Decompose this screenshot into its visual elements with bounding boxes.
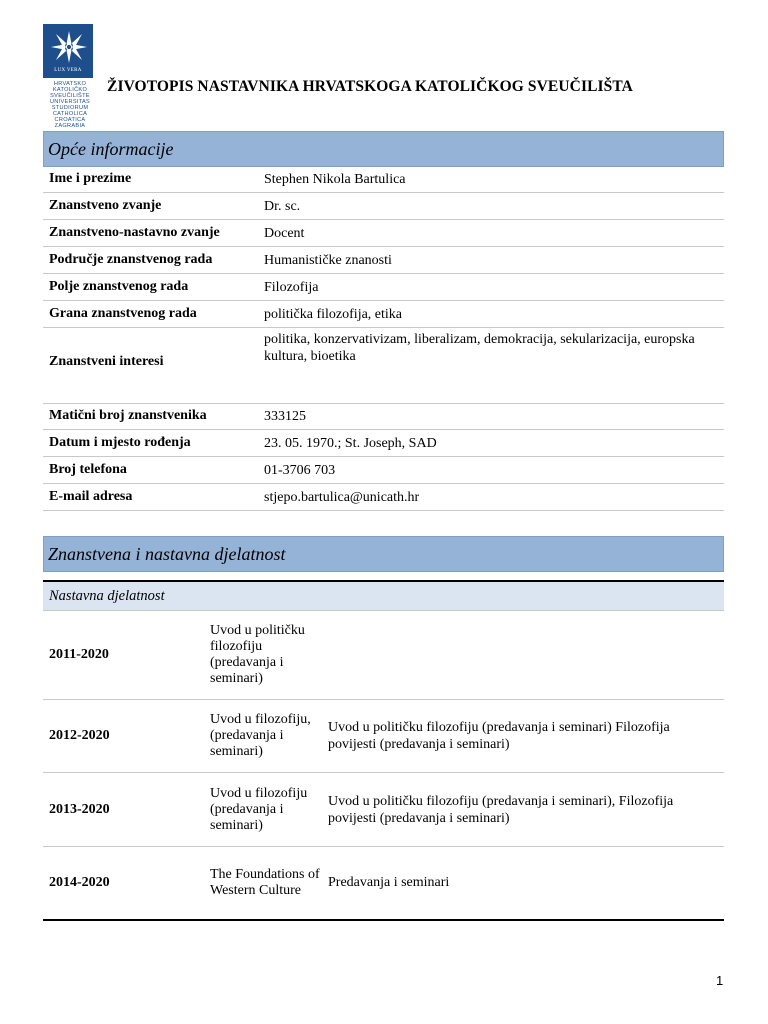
- course-cell: The Foundations of Western Culture: [210, 847, 322, 920]
- info-label: Znanstveno-nastavno zvanje: [49, 225, 220, 240]
- page-number: 1: [716, 973, 724, 988]
- info-value: Dr. sc.: [264, 199, 301, 214]
- info-label: Ime i prezime: [49, 171, 132, 186]
- info-label: Polje znanstvenog rada: [49, 279, 189, 294]
- info-row: [43, 193, 724, 220]
- course-cell: Uvod u političku filozofiju (predavanja i seminari): [210, 611, 322, 700]
- info-value: Stephen Nikola Bartulica: [264, 172, 406, 187]
- description-cell: Predavanja i seminari: [322, 847, 724, 920]
- info-row: [43, 247, 724, 274]
- info-label: Znanstveni interesi: [49, 354, 164, 369]
- course-cell: Uvod u filozofiju (predavanja i seminari): [210, 773, 322, 847]
- info-row: [43, 167, 724, 193]
- info-row: [43, 404, 724, 430]
- section-header-general: Opće informacije: [43, 131, 724, 167]
- university-logo: [43, 24, 97, 129]
- table-subheader: [43, 581, 724, 611]
- document-title: ŽIVOTOPIS NASTAVNIKA HRVATSKOGA KATOLIČKOG SVEUČILIŠTA: [107, 78, 633, 95]
- info-label: E-mail adresa: [49, 489, 133, 504]
- logo-motto: LUX VERA: [54, 68, 82, 73]
- info-label: Znanstveno zvanje: [49, 198, 162, 213]
- info-value: Docent: [264, 226, 305, 241]
- years-cell: 2011-2020: [43, 611, 210, 700]
- info-label: Grana znanstvenog rada: [49, 306, 197, 321]
- logo-line: CATHOLICA: [52, 111, 88, 117]
- info-row: [43, 484, 724, 511]
- info-value: stjepo.bartulica@unicath.hr: [264, 490, 420, 505]
- description-cell: Uvod u političku filozofiju (predavanja i seminari) Filozofija povijesti (predavanja i seminari): [322, 700, 724, 773]
- years-cell: 2014-2020: [43, 847, 210, 920]
- course-cell: Uvod u filozofiju, (predavanja i seminari): [210, 700, 322, 773]
- logo-line: UNIVERSITAS: [49, 99, 91, 105]
- years-cell: 2012-2020: [43, 700, 210, 773]
- logo-line: KATOLIČKO: [52, 87, 88, 93]
- info-label: Područje znanstvenog rada: [49, 252, 213, 267]
- info-row: [43, 430, 724, 457]
- section-header-activity: Znanstvena i nastavna djelatnost: [43, 536, 724, 572]
- info-label: Datum i mjesto rođenja: [49, 435, 191, 450]
- info-row: [43, 328, 724, 404]
- logo-line: CROATICA: [54, 117, 86, 123]
- table-row: [43, 700, 724, 773]
- info-row: [43, 274, 724, 301]
- general-info-table: [43, 167, 724, 511]
- info-value: 333125: [264, 409, 306, 424]
- table-row: [43, 847, 724, 920]
- info-value: politička filozofija, etika: [264, 307, 403, 322]
- info-row: [43, 220, 724, 247]
- logo-line: ZAGRABIA: [54, 123, 86, 129]
- info-row: [43, 457, 724, 484]
- info-label: Broj telefona: [49, 462, 127, 477]
- teaching-activity-table: [43, 580, 724, 921]
- description-cell: Uvod u političku filozofiju (predavanja i seminari), Filozofija povijesti (predavanja i seminari): [322, 773, 724, 847]
- table-row: [43, 773, 724, 847]
- info-value: Filozofija: [264, 280, 319, 295]
- logo-wordmark: [43, 81, 97, 129]
- info-row: [43, 301, 724, 328]
- logo-line: SVEUČILIŠTE: [50, 93, 90, 99]
- info-value: Humanističke znanosti: [264, 253, 392, 268]
- info-label: Matični broj znanstvenika: [49, 408, 207, 423]
- info-value: 23. 05. 1970.; St. Joseph, SAD: [264, 436, 437, 451]
- info-value: politika, konzervativizam, liberalizam, demokracija, sekularizacija, europska kultura, bioetika: [264, 332, 695, 364]
- description-cell: [322, 611, 724, 700]
- table-row: [43, 611, 724, 700]
- years-cell: 2013-2020: [43, 773, 210, 847]
- star-emblem-icon: [43, 24, 93, 78]
- subheader-label: Nastavna djelatnost: [43, 581, 724, 611]
- logo-line: HRVATSKO: [53, 81, 87, 87]
- logo-line: STUDIORUM: [51, 105, 89, 111]
- info-value: 01-3706 703: [264, 463, 336, 478]
